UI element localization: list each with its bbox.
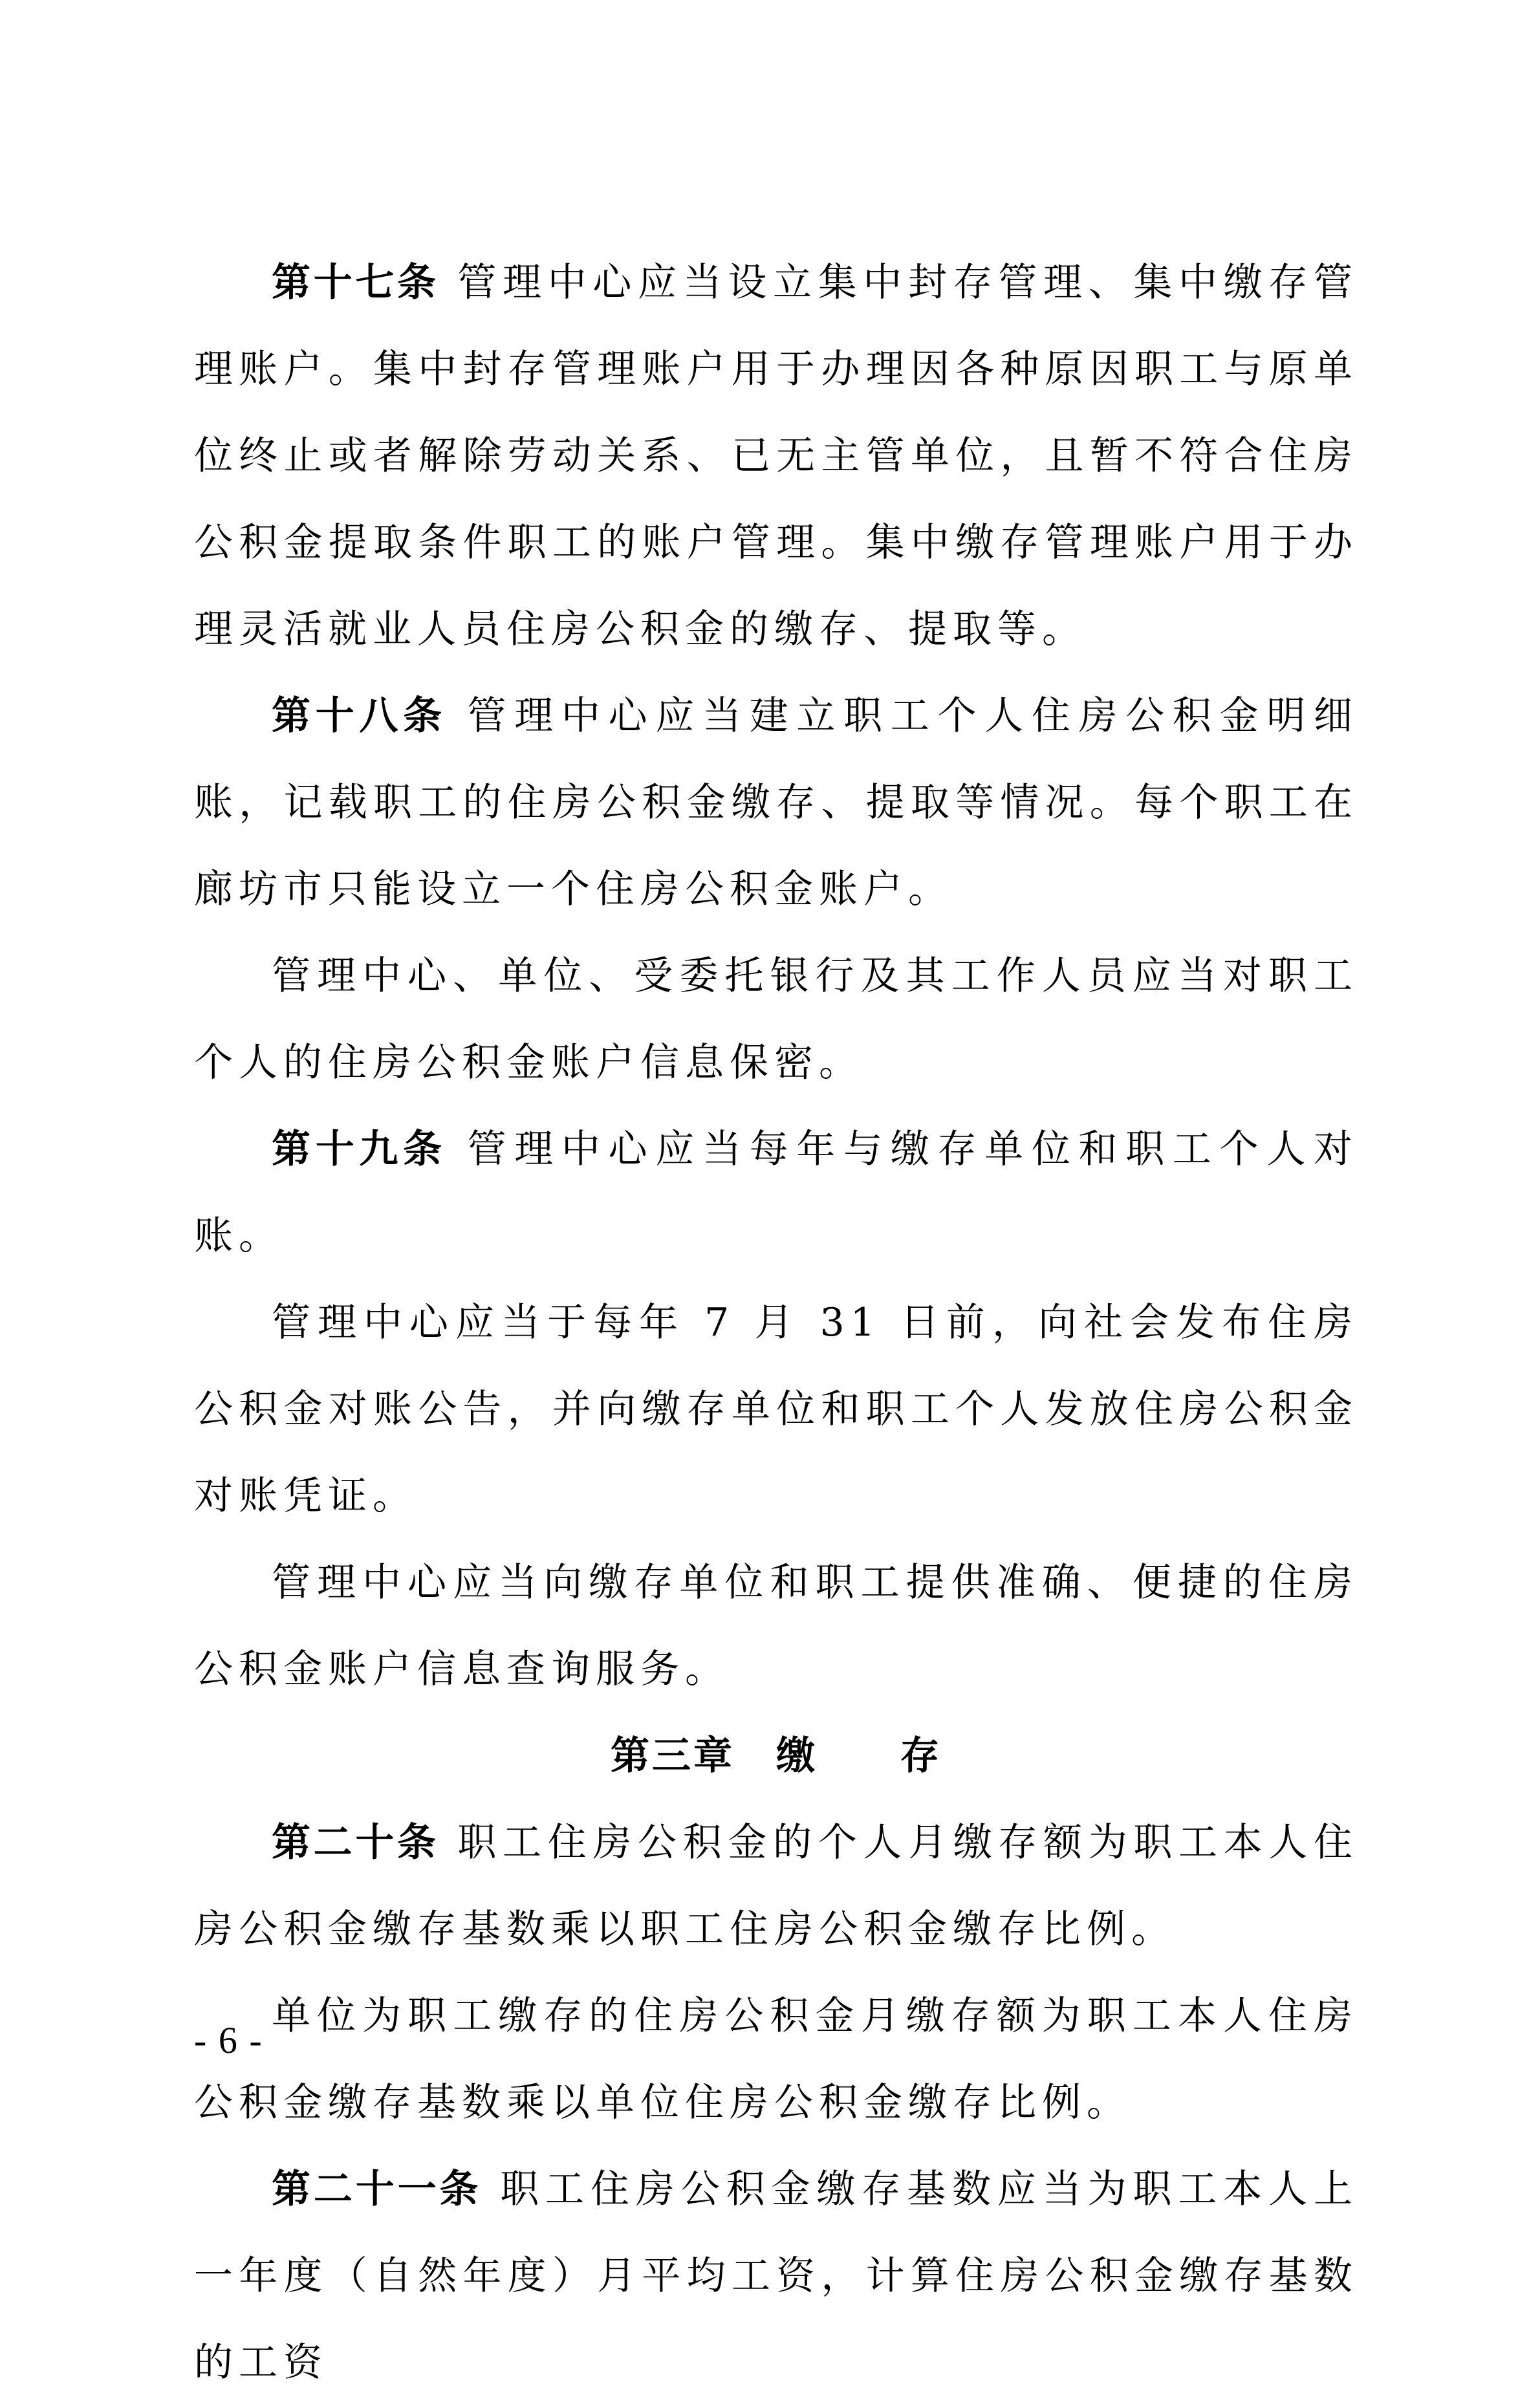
article-20 <box>194 1799 1358 1973</box>
article-text: 职工住房公积金缴存基数应当为职工本人上一年度（自然年度）月平均工资，计算住房公积金缴存基数的工资 <box>194 2167 1358 2385</box>
article-text: 管理中心应当建立职工个人住房公积金明细账，记载职工的住房公积金缴存、提取等情况。每个职工在廊坊市只能设立一个住房公积金账户。 <box>194 693 1359 912</box>
paragraph-text: 管理中心、单位、受委托银行及其工作人员应当对职工个人的住房公积金账户信息保密。 <box>194 953 1358 1085</box>
article-heading: 第二十条 <box>272 1820 439 1865</box>
document-body <box>194 239 1358 2406</box>
article-text: 管理中心应当设立集中封存管理、集中缴存管理账户。集中封存管理账户用于办理因各种原因职工与原单位终止或者解除劳动关系、已无主管单位，且暂不符合住房公积金提取条件职工的账户管理。集中缴存管理账户用于办理灵活就业人员住房公积金的缴存、提取等。 <box>194 260 1358 652</box>
paragraph <box>194 1279 1358 1539</box>
article-heading: 第十八条 <box>272 693 447 739</box>
article-19 <box>194 1106 1358 1279</box>
article-heading: 第二十一条 <box>272 2167 482 2212</box>
chapter-title: 第三章 缴 存 <box>611 1733 942 1779</box>
paragraph-text: 管理中心应当于每年 7 月 31 日前，向社会发布住房公积金对账公告，并向缴存单位和职工个人发放住房公积金对账凭证。 <box>194 1300 1358 1519</box>
page-number: - 6 - <box>194 2019 263 2061</box>
paragraph <box>194 933 1358 1106</box>
paragraph-text: 单位为职工缴存的住房公积金月缴存额为职工本人住房公积金缴存基数乘以单位住房公积金缴存比例。 <box>194 1993 1358 2125</box>
article-heading: 第十七条 <box>272 260 439 305</box>
article-18 <box>194 673 1358 933</box>
article-heading: 第十九条 <box>272 1127 447 1172</box>
article-17 <box>194 239 1358 673</box>
paragraph <box>194 1539 1358 1713</box>
paragraph-text: 管理中心应当向缴存单位和职工提供准确、便捷的住房公积金账户信息查询服务。 <box>194 1560 1358 1692</box>
article-21 <box>194 2146 1358 2406</box>
paragraph <box>194 1973 1358 2146</box>
article-text: 职工住房公积金的个人月缴存额为职工本人住房公积金缴存基数乘以职工住房公积金缴存比例。 <box>194 1820 1358 1952</box>
article-text: 管理中心应当每年与缴存单位和职工个人对账。 <box>194 1127 1359 1259</box>
